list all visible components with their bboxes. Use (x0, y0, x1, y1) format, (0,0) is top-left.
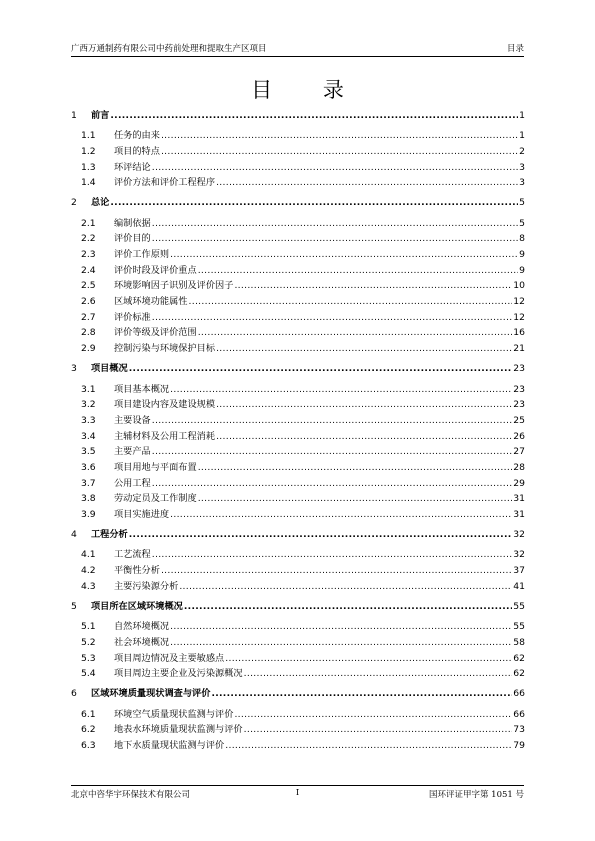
toc-section-entry[interactable] (71, 325, 525, 341)
toc-dot-leader (198, 491, 513, 507)
toc-dot-leader (216, 341, 512, 357)
toc-section-entry[interactable] (71, 413, 525, 429)
toc-entry-line (114, 722, 525, 738)
toc-entry-line (114, 175, 525, 191)
toc-entry-title: 主要产品 (114, 446, 151, 458)
toc-dot-leader (170, 507, 512, 523)
toc-entry-line (114, 413, 525, 429)
toc-section-entry[interactable] (71, 707, 525, 723)
toc-section-entry[interactable] (71, 579, 525, 595)
toc-dot-leader (211, 686, 512, 702)
toc-entry-line (91, 195, 525, 211)
toc-entry-page: 12 (513, 311, 525, 323)
toc-entry-number: 5.3 (81, 652, 96, 664)
toc-entry-number: 5.2 (81, 636, 96, 648)
toc-entry-number: 1 (71, 110, 77, 121)
toc-dot-leader (216, 397, 512, 413)
toc-section-entry[interactable] (71, 397, 525, 413)
toc-entry-line (114, 128, 525, 144)
toc-entry-title: 主辅材料及公用工程消耗 (114, 430, 216, 442)
toc-entry-page: 32 (513, 529, 525, 541)
toc-entry-page: 9 (519, 264, 525, 276)
toc-entry-number: 2.1 (81, 217, 96, 229)
toc-entry-page: 66 (513, 708, 525, 720)
toc-section-entry[interactable] (71, 444, 525, 460)
toc-entry-line (91, 599, 525, 615)
toc-entry-line (114, 263, 525, 279)
toc-entry-line (114, 619, 525, 635)
toc-entry-title: 任务的由来 (114, 130, 160, 142)
toc-section-entry[interactable] (71, 722, 525, 738)
toc-entry-title: 项目周边情况及主要敏感点 (114, 652, 225, 664)
toc-entry-page: 31 (513, 493, 525, 505)
toc-section-entry[interactable] (71, 263, 525, 279)
toc-entry-line (114, 144, 525, 160)
toc-section-entry[interactable] (71, 278, 525, 294)
toc-entry-title: 自然环境概况 (114, 621, 170, 633)
toc-entry-title: 社会环境概况 (114, 636, 170, 648)
toc-entry-number: 3.6 (81, 461, 96, 473)
toc-section-entry[interactable] (71, 507, 525, 523)
toc-entry-number: 3.9 (81, 509, 96, 520)
toc-entry-title: 主要污染源分析 (114, 580, 179, 592)
toc-entry-number: 2.2 (81, 233, 96, 245)
toc-dot-leader (161, 563, 512, 579)
toc-dot-leader (179, 579, 512, 595)
toc-dot-leader (152, 547, 513, 563)
toc-section-entry[interactable] (71, 429, 525, 445)
toc-entry-line (114, 666, 525, 682)
toc-dot-leader (161, 144, 518, 160)
toc-entry-line (114, 444, 525, 460)
toc-entry-page: 26 (513, 430, 525, 442)
toc-dot-leader (110, 108, 518, 124)
toc-entry-line (91, 361, 525, 377)
toc-dot-leader (216, 175, 518, 191)
toc-entry-title: 项目建设内容及建设规模 (114, 399, 216, 411)
toc-entry-title: 评价工作原则 (114, 249, 170, 260)
toc-entry-number: 1.1 (81, 130, 96, 142)
toc-entry-page: 41 (513, 580, 525, 592)
toc-dot-leader (234, 707, 512, 723)
toc-dot-leader (170, 619, 512, 635)
toc-dot-leader (152, 476, 513, 492)
toc-dot-leader (225, 651, 512, 667)
toc-entry-page: 3 (519, 161, 525, 173)
toc-entry-number: 4.1 (81, 549, 96, 561)
footer-license: 国环评证甲字第 1051 号 (428, 790, 524, 800)
toc-section-entry[interactable] (71, 738, 525, 754)
toc-entry-page: 8 (519, 233, 525, 245)
toc-chapter-entry[interactable] (71, 527, 525, 543)
toc-entry-page: 79 (513, 739, 525, 751)
toc-entry-title: 环境空气质量现状监测与评价 (114, 708, 234, 720)
toc-entry-page: 66 (513, 688, 525, 700)
toc-entry-line (114, 310, 525, 326)
toc-chapter-entry[interactable] (71, 686, 525, 702)
toc-entry-page: 5 (519, 217, 525, 229)
toc-entry-page: 16 (513, 327, 525, 339)
toc-entry-title: 主要设备 (114, 414, 151, 426)
toc-entry-page: 23 (513, 363, 525, 375)
toc-entry-line (114, 278, 525, 294)
toc-dot-leader (234, 278, 512, 294)
toc-entry-page: 28 (513, 461, 525, 473)
footer-page-number: I (295, 788, 300, 798)
toc-entry-title: 总论 (91, 197, 110, 209)
toc-dot-leader (170, 247, 518, 263)
toc-dot-leader (170, 635, 512, 651)
toc-entry-number: 3.7 (81, 477, 96, 489)
toc-chapter-entry[interactable] (71, 195, 525, 211)
toc-entry-page: 3 (519, 177, 525, 189)
toc-entry-line (114, 325, 525, 341)
toc-dot-leader (244, 722, 513, 738)
toc-entry-page: 73 (513, 724, 525, 736)
toc-entry-title: 评价时段及评价重点 (114, 264, 197, 276)
toc-dot-leader (129, 361, 513, 377)
toc-section-entry[interactable] (71, 341, 525, 357)
toc-entry-number: 4 (71, 529, 77, 541)
toc-entry-title: 区域环境功能属性 (114, 296, 188, 308)
toc-entry-page: 1 (519, 130, 525, 142)
toc-entry-title: 项目概况 (91, 363, 128, 375)
toc-entry-line (114, 476, 525, 492)
toc-entry-line (114, 294, 525, 310)
footer-company: 北京中咨华宇环保技术有限公司 (71, 790, 191, 800)
toc-dot-leader (152, 231, 518, 247)
toc-entry-number: 2.4 (81, 264, 96, 276)
toc-entry-title: 地下水质量现状监测与评价 (114, 739, 225, 751)
toc-dot-leader (225, 738, 512, 754)
toc-section-entry[interactable] (71, 310, 525, 326)
toc-dot-leader (216, 429, 512, 445)
toc-dot-leader (152, 310, 513, 326)
toc-entry-page: 10 (513, 280, 525, 292)
toc-section-entry[interactable] (71, 294, 525, 310)
toc-dot-leader (129, 527, 513, 543)
toc-entry-page: 1 (519, 110, 525, 121)
toc-entry-line (114, 429, 525, 445)
toc-entry-line (114, 563, 525, 579)
toc-dot-leader (152, 160, 518, 176)
toc-dot-leader (198, 460, 513, 476)
toc-section-entry[interactable] (71, 175, 525, 191)
toc-section-entry[interactable] (71, 216, 525, 232)
toc-entry-title: 评价目的 (114, 233, 151, 245)
toc-entry-line (114, 651, 525, 667)
toc-section-entry[interactable] (71, 547, 525, 563)
toc-entry-page: 21 (513, 343, 525, 355)
toc-entry-line (114, 460, 525, 476)
toc-entry-line (114, 341, 525, 357)
toc-chapter-entry[interactable] (71, 108, 525, 124)
toc-section-entry[interactable] (71, 144, 525, 160)
toc-entry-title: 项目用地与平面布置 (114, 461, 197, 473)
toc-entry-number: 3.3 (81, 414, 96, 426)
toc-entry-line (114, 247, 525, 263)
toc-entry-page: 29 (513, 477, 525, 489)
toc-dot-leader (198, 263, 518, 279)
toc-entry-title: 评价等级及评价范围 (114, 327, 197, 339)
toc-entry-number: 2.8 (81, 327, 96, 339)
toc-section-entry[interactable] (71, 160, 525, 176)
toc-dot-leader (170, 382, 512, 398)
toc-dot-leader (152, 216, 518, 232)
toc-section-entry[interactable] (71, 476, 525, 492)
toc-section-entry[interactable] (71, 666, 525, 682)
toc-entry-page: 5 (519, 197, 525, 209)
page-header (71, 42, 524, 56)
toc-entry-title: 项目的特点 (114, 145, 160, 157)
page-title: 目 录 (251, 78, 366, 102)
toc-entry-number: 6 (71, 688, 77, 700)
toc-entry-number: 2.9 (81, 343, 96, 355)
toc-section-entry[interactable] (71, 247, 525, 263)
toc-entry-title: 工艺流程 (114, 549, 151, 561)
toc-entry-line (114, 635, 525, 651)
toc-dot-leader (152, 444, 513, 460)
table-of-contents (71, 108, 525, 754)
toc-entry-number: 4.2 (81, 565, 96, 577)
toc-entry-line (114, 738, 525, 754)
toc-entry-page: 23 (513, 383, 525, 395)
toc-entry-title: 项目所在区域环境概况 (91, 600, 183, 612)
toc-entry-number: 5.1 (81, 621, 96, 633)
toc-entry-line (114, 231, 525, 247)
toc-entry-page: 31 (513, 509, 525, 520)
toc-entry-title: 工程分析 (91, 529, 128, 541)
toc-entry-title: 地表水环境质量现状监测与评价 (114, 724, 243, 736)
toc-entry-line (114, 382, 525, 398)
toc-section-entry[interactable] (71, 460, 525, 476)
toc-entry-title: 评价方法和评价工程程序 (114, 177, 216, 189)
toc-entry-title: 平衡性分析 (114, 565, 160, 577)
toc-entry-line (114, 216, 525, 232)
toc-section-entry[interactable] (71, 619, 525, 635)
toc-entry-page: 23 (513, 399, 525, 411)
toc-entry-number: 1.4 (81, 177, 96, 189)
toc-entry-number: 2 (71, 197, 77, 209)
toc-entry-number: 1.2 (81, 145, 96, 157)
toc-entry-title: 编制依据 (114, 217, 151, 229)
toc-dot-leader (244, 666, 513, 682)
toc-entry-page: 25 (513, 414, 525, 426)
toc-entry-number: 4.3 (81, 580, 96, 592)
toc-entry-title: 项目实施进度 (114, 509, 170, 520)
toc-entry-line (114, 507, 525, 523)
toc-entry-number: 3.5 (81, 446, 96, 458)
toc-dot-leader (198, 325, 513, 341)
toc-entry-number: 2.7 (81, 311, 96, 323)
toc-chapter-entry[interactable] (71, 361, 525, 377)
toc-entry-number: 3 (71, 363, 77, 375)
toc-entry-number: 3.2 (81, 399, 96, 411)
toc-entry-line (114, 579, 525, 595)
toc-dot-leader (161, 128, 518, 144)
toc-entry-line (91, 108, 525, 124)
header-rule (71, 56, 524, 57)
toc-entry-page: 55 (513, 600, 525, 612)
toc-entry-page: 27 (513, 446, 525, 458)
header-section-label: 目录 (506, 44, 524, 54)
toc-dot-leader (189, 294, 513, 310)
toc-entry-line (114, 707, 525, 723)
toc-entry-title: 评价标准 (114, 311, 151, 323)
toc-entry-number: 2.3 (81, 249, 96, 260)
toc-entry-page: 2 (519, 145, 525, 157)
toc-entry-number: 1.3 (81, 161, 96, 173)
toc-entry-number: 3.8 (81, 493, 96, 505)
toc-entry-number: 3.1 (81, 383, 96, 395)
footer-rule (71, 785, 524, 786)
toc-entry-page: 58 (513, 636, 525, 648)
header-project-name: 广西万通制药有限公司中药前处理和提取生产区项目 (71, 44, 267, 54)
toc-section-entry[interactable] (71, 128, 525, 144)
toc-entry-page: 55 (513, 621, 525, 633)
toc-entry-number: 5 (71, 600, 77, 612)
toc-entry-title: 环评结论 (114, 161, 151, 173)
toc-section-entry[interactable] (71, 635, 525, 651)
toc-entry-page: 12 (513, 296, 525, 308)
toc-entry-page: 62 (513, 652, 525, 664)
toc-entry-line (114, 491, 525, 507)
toc-entry-title: 控制污染与环境保护目标 (114, 343, 216, 355)
toc-entry-page: 37 (513, 565, 525, 577)
toc-entry-line (91, 527, 525, 543)
toc-entry-line (114, 397, 525, 413)
toc-entry-title: 区域环境质量现状调查与评价 (91, 688, 211, 700)
toc-entry-number: 5.4 (81, 668, 96, 680)
toc-dot-leader (184, 599, 512, 615)
toc-entry-page: 9 (519, 249, 525, 260)
toc-entry-number: 2.5 (81, 280, 96, 292)
toc-entry-number: 6.2 (81, 724, 96, 736)
toc-entry-title: 劳动定员及工作制度 (114, 493, 197, 505)
toc-entry-line (91, 686, 525, 702)
toc-entry-title: 公用工程 (114, 477, 151, 489)
toc-entry-number: 6.3 (81, 739, 96, 751)
toc-entry-title: 前言 (91, 110, 110, 121)
toc-section-entry[interactable] (71, 563, 525, 579)
toc-entry-number: 2.6 (81, 296, 96, 308)
toc-dot-leader (110, 195, 518, 211)
toc-entry-number: 6.1 (81, 708, 96, 720)
toc-entry-number: 3.4 (81, 430, 96, 442)
toc-section-entry[interactable] (71, 231, 525, 247)
toc-section-entry[interactable] (71, 651, 525, 667)
toc-section-entry[interactable] (71, 491, 525, 507)
toc-entry-line (114, 160, 525, 176)
toc-entry-line (114, 547, 525, 563)
toc-chapter-entry[interactable] (71, 599, 525, 615)
toc-dot-leader (152, 413, 513, 429)
toc-entry-page: 32 (513, 549, 525, 561)
toc-entry-page: 62 (513, 668, 525, 680)
page-footer (71, 788, 524, 800)
toc-entry-title: 项目周边主要企业及污染源概况 (114, 668, 243, 680)
toc-entry-title: 项目基本概况 (114, 383, 170, 395)
toc-section-entry[interactable] (71, 382, 525, 398)
toc-entry-title: 环境影响因子识别及评价因子 (114, 280, 234, 292)
